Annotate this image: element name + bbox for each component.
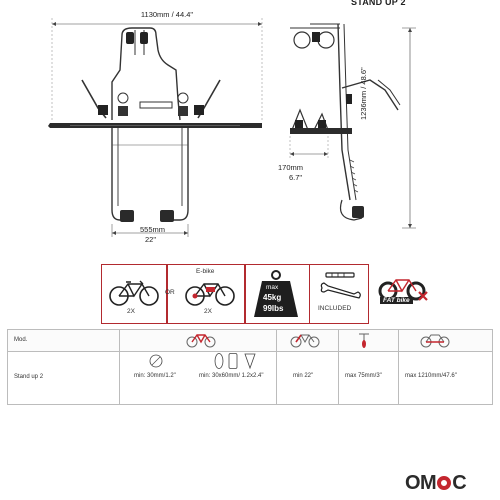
wheelbase-bike-icon (290, 332, 320, 348)
base-dimension-in: 22" (145, 235, 157, 244)
tools-included-label: INCLUDED (318, 305, 352, 312)
feature-divider (244, 265, 246, 323)
weight-lbs: 99lbs (263, 304, 284, 313)
depth-dimension-mm: 170mm (278, 163, 304, 172)
brand-ring-icon (437, 476, 451, 490)
tube-round-min: min: 30mm/1.2" (134, 373, 176, 379)
width-dimension-label: 1130mm / 44.4" (140, 10, 194, 19)
frame-bike-icon (186, 332, 216, 348)
brand-logo-text-end: C (452, 472, 467, 494)
tyre-width-icon (357, 331, 371, 349)
not-allowed-icon (417, 290, 429, 302)
bike-count: 2X (127, 308, 135, 315)
model-title: STAND UP 2 (351, 0, 406, 7)
depth-dimension-in: 6.7" (289, 173, 303, 182)
brand-logo (405, 472, 493, 494)
brand-logo-text: OM (405, 472, 437, 494)
table-model-name: Stand up 2 (14, 374, 44, 380)
tube-oval-min: min: 30x60mm/ 1.2x2.4" (199, 373, 264, 379)
fatbike-label: FAT bike (380, 297, 413, 304)
front-view-drawing (40, 10, 290, 250)
wheelbase-icon (420, 332, 450, 348)
weight-max-label: max (266, 284, 279, 291)
weight-kg: 45kg (263, 293, 282, 302)
tools-icon (318, 270, 362, 300)
ebike-icon (184, 276, 236, 308)
ebike-title: E-bike (196, 268, 215, 275)
tyre-width-max: max 75mm/3" (345, 373, 382, 379)
tube-profile-icons (213, 352, 265, 370)
side-view-drawing (270, 10, 440, 240)
round-tube-icon (149, 354, 163, 368)
frame-size-min: min 22" (293, 373, 314, 379)
or-label: OR (165, 289, 175, 296)
ebike-count: 2X (204, 308, 212, 315)
wheelbase-max: max 1210mm/47.6" (405, 373, 457, 379)
bike-icon (108, 276, 160, 308)
base-dimension-mm: 555mm (140, 225, 166, 234)
height-dimension-label: 1236mm / 48.6" (359, 67, 368, 120)
table-header-label: Mod. (14, 337, 28, 343)
